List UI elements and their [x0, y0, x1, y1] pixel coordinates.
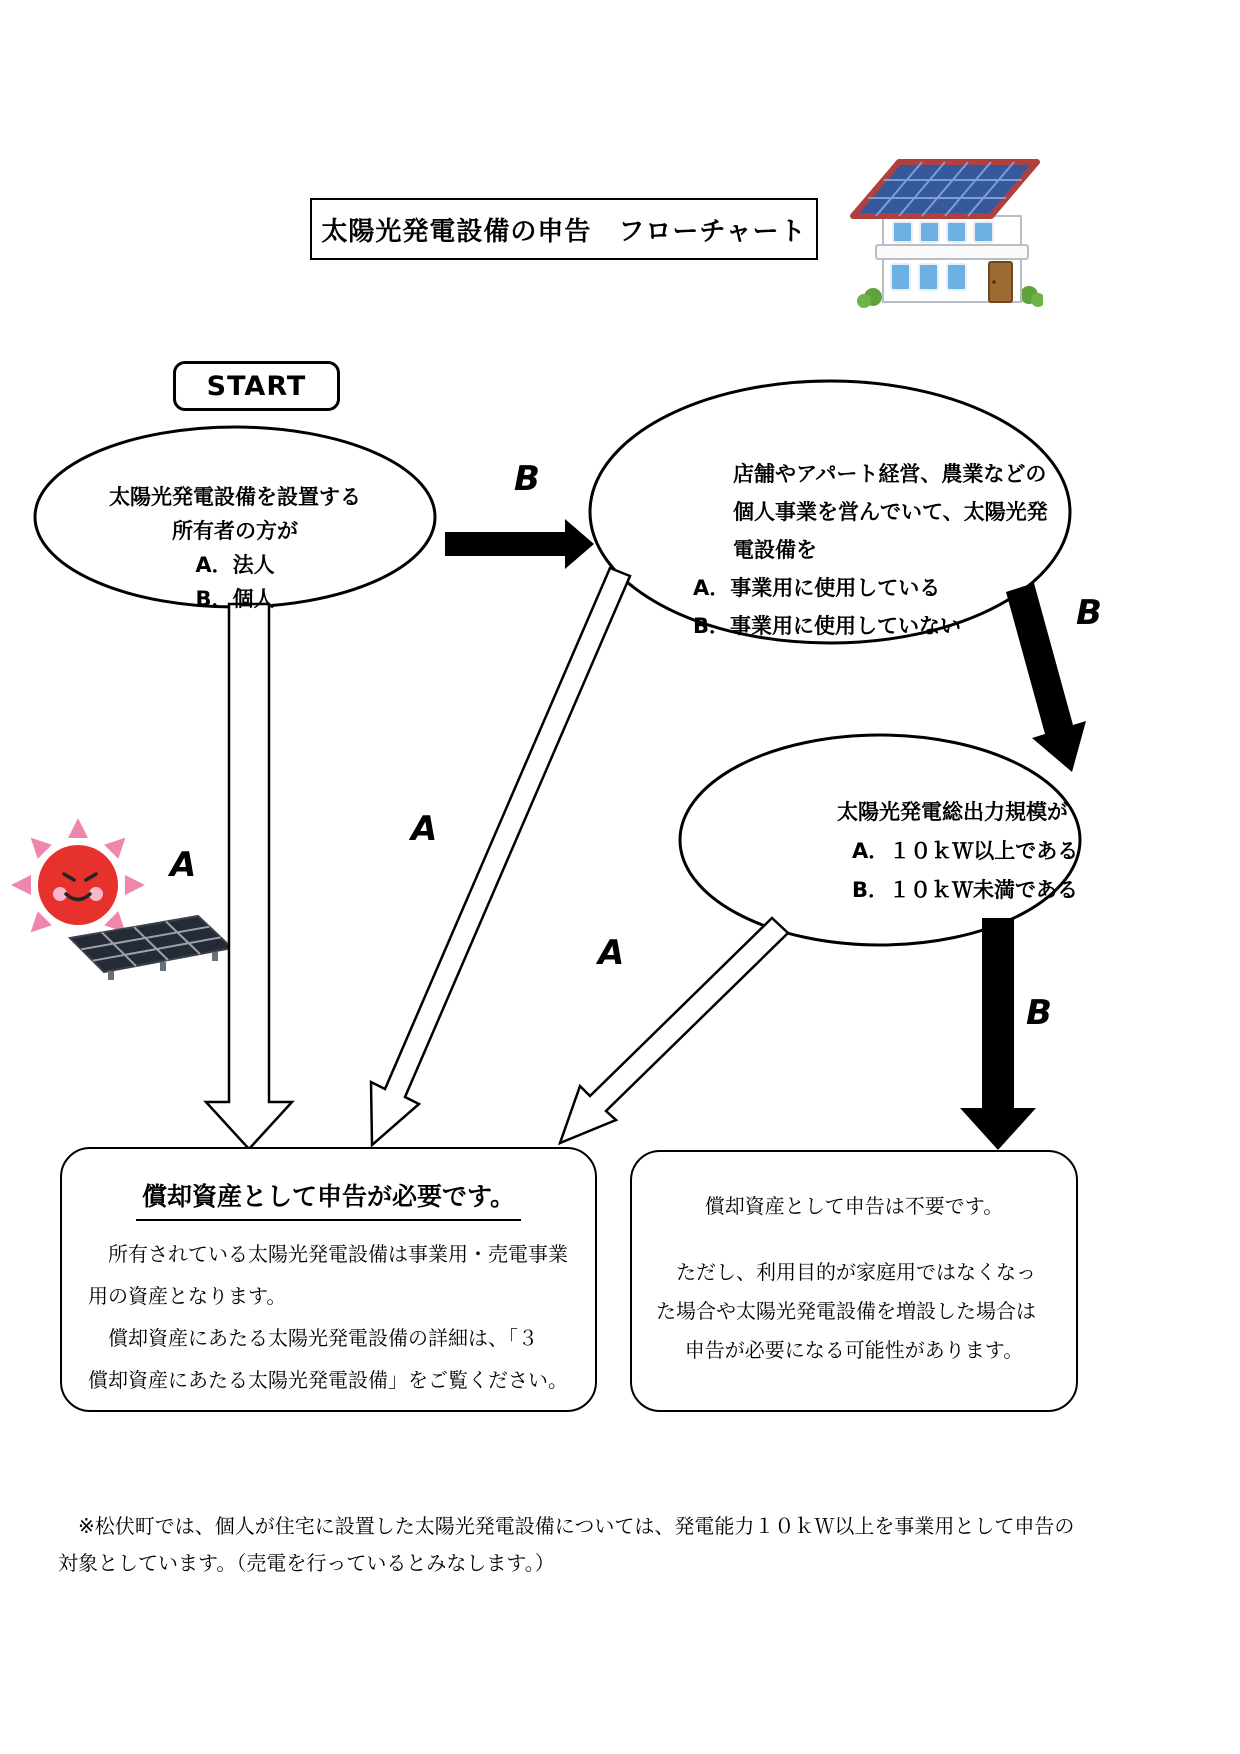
q2-line3: 電設備を: [733, 538, 817, 562]
branch-label-a-from-q2: A: [411, 809, 438, 849]
result-not-required-line3: 申告が必要になる可能性があります。: [684, 1338, 1024, 1362]
result-not-required-line1: ただし、利用目的が家庭用ではなくなっ: [656, 1260, 1036, 1284]
q2-line1: 店舗やアパート経営、農業などの: [733, 462, 1047, 486]
q1-line1: 太陽光発電設備を設置する: [109, 485, 361, 509]
branch-label-b-from-q3: B: [1026, 993, 1052, 1033]
result-required-heading-text: 償却資産として申告が必要です。: [136, 1177, 521, 1221]
footnote-line2: 対象としています。（売電を行っているとみなします。）: [58, 1551, 555, 1575]
result-not-required-line2: た場合や太陽光発電設備を増設した場合は: [656, 1299, 1036, 1323]
result-declaration-not-required-box: [630, 1150, 1078, 1412]
q3-line1: 太陽光発電総出力規模が: [837, 800, 1068, 824]
arrow-a-from-q3-icon: [560, 918, 788, 1143]
page-title-box: [310, 198, 818, 260]
footnote: [58, 1508, 1198, 1582]
result-declaration-required-box: [60, 1147, 597, 1412]
result-required-line3: 償却資産にあたる太陽光発電設備の詳細は、「３: [88, 1326, 538, 1350]
arrow-b-from-q3-icon: [960, 918, 1036, 1150]
result-not-required-body: [632, 1253, 1076, 1370]
q2-line2: 個人事業を営んでいて、太陽光発: [733, 500, 1048, 524]
q2-business-use-text: [660, 455, 1080, 645]
result-required-line1: 所有されている太陽光発電設備は事業用・売電事業: [88, 1242, 568, 1266]
q2-option-b: B．事業用に使用していない: [693, 614, 962, 638]
arrow-a-from-q1-icon: [206, 604, 292, 1149]
q1-line2: 所有者の方が: [172, 519, 298, 543]
footnote-line1: ※松伏町では、個人が住宅に設置した太陽光発電設備については、発電能力１０ｋＷ以上を事業用として申告の: [58, 1514, 1075, 1538]
branch-label-a-from-q1: A: [170, 845, 197, 885]
start-label: START: [206, 370, 307, 402]
branch-label-b-from-q2: B: [1076, 593, 1102, 633]
page-title: 太陽光発電設備の申告 フローチャート: [321, 216, 807, 247]
result-required-line4: 償却資産にあたる太陽光発電設備」をご覧ください。: [88, 1368, 568, 1392]
q2-option-a: A．事業用に使用している: [693, 576, 941, 600]
result-required-line2: 用の資産となります。: [88, 1284, 287, 1308]
q3-option-a: A．１０ｋＷ以上である: [852, 839, 1079, 863]
arrow-a-from-q2-icon: [371, 568, 630, 1145]
q1-owner-text: [37, 480, 433, 616]
q3-output-text: [800, 793, 1130, 910]
q1-option-a: A．法人: [195, 553, 275, 577]
result-required-body: [62, 1233, 595, 1401]
q3-option-b: B．１０ｋＷ未満である: [852, 878, 1079, 902]
branch-label-a-from-q3: A: [598, 933, 625, 973]
arrow-b-from-q1-icon: [445, 519, 594, 569]
start-node: [173, 361, 340, 411]
q1-option-b: B．個人: [195, 587, 275, 611]
result-required-heading: [62, 1177, 595, 1221]
branch-label-b-from-q1: B: [514, 459, 540, 499]
result-not-required-heading: 償却資産として申告は不要です。: [704, 1194, 1004, 1218]
